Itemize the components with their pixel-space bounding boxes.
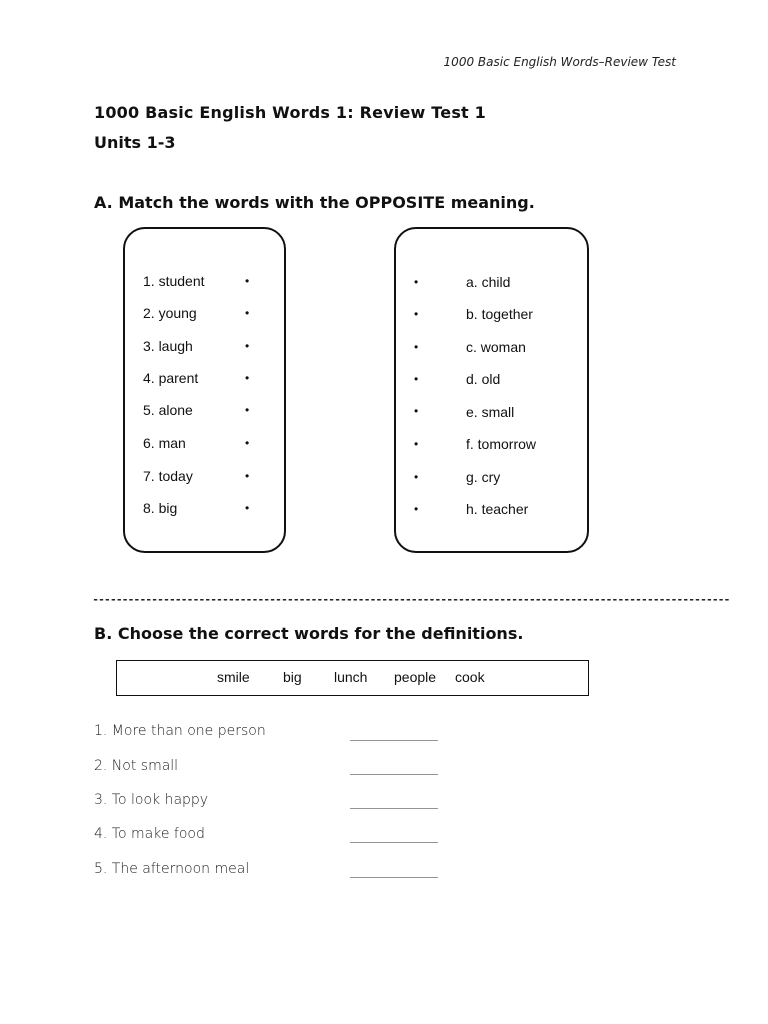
- right-word-d: d. old: [466, 371, 501, 387]
- word-bank-item: lunch: [334, 669, 368, 685]
- right-word-f: f. tomorrow: [466, 436, 537, 452]
- definition-5: 5. The afternoon meal: [94, 861, 250, 877]
- page-title: 1000 Basic English Words 1: Review Test 1: [94, 103, 486, 122]
- right-word-a: a. child: [466, 274, 511, 290]
- answer-blank-4[interactable]: _____________: [350, 829, 438, 843]
- definition-2: 2. Not small: [94, 758, 179, 774]
- left-word-4: 4. parent: [143, 370, 199, 386]
- right-bullet-e[interactable]: •: [414, 404, 419, 418]
- right-bullet-a[interactable]: •: [414, 275, 419, 289]
- left-bullet-7[interactable]: •: [245, 469, 250, 483]
- right-bullet-c[interactable]: •: [414, 340, 419, 354]
- right-word-h: h. teacher: [466, 501, 529, 517]
- left-word-8: 8. big: [143, 500, 178, 516]
- left-bullet-3[interactable]: •: [245, 339, 250, 353]
- definition-3: 3. To look happy: [94, 792, 209, 808]
- left-word-5: 5. alone: [143, 402, 193, 418]
- word-bank: [116, 660, 589, 696]
- left-bullet-6[interactable]: •: [245, 436, 250, 450]
- right-bullet-b[interactable]: •: [414, 307, 419, 321]
- left-bullet-2[interactable]: •: [245, 306, 250, 320]
- answer-blank-3[interactable]: _____________: [350, 795, 438, 809]
- section-b-heading: B. Choose the correct words for the definitions.: [94, 624, 524, 643]
- word-bank-item: people: [394, 669, 437, 685]
- right-bullet-h[interactable]: •: [414, 502, 419, 516]
- left-word-3: 3. laugh: [143, 338, 193, 354]
- page-subtitle: Units 1-3: [94, 133, 176, 152]
- answer-blank-5[interactable]: _____________: [350, 864, 438, 878]
- right-word-b: b. together: [466, 306, 533, 322]
- answer-blank-1[interactable]: _____________: [350, 727, 438, 741]
- right-word-c: c. woman: [466, 339, 526, 355]
- left-bullet-8[interactable]: •: [245, 501, 250, 515]
- answer-blank-2[interactable]: _____________: [350, 761, 438, 775]
- left-bullet-1[interactable]: •: [245, 274, 250, 288]
- left-bullet-4[interactable]: •: [245, 371, 250, 385]
- section-a-heading: A. Match the words with the OPPOSITE meaning.: [94, 193, 535, 212]
- definition-1: 1. More than one person: [94, 723, 266, 739]
- right-word-e: e. small: [466, 404, 515, 420]
- left-word-2: 2. young: [143, 305, 197, 321]
- word-bank-item: big: [283, 669, 302, 685]
- section-divider: ------------------------------------------------------------------------------------------------------------: [92, 593, 730, 607]
- right-bullet-f[interactable]: •: [414, 437, 419, 451]
- right-bullet-d[interactable]: •: [414, 372, 419, 386]
- definition-4: 4. To make food: [94, 826, 205, 842]
- word-bank-item: smile: [217, 669, 250, 685]
- left-word-7: 7. today: [143, 468, 193, 484]
- word-bank-item: cook: [455, 669, 485, 685]
- left-bullet-5[interactable]: •: [245, 403, 250, 417]
- running-header: 1000 Basic English Words–Review Test: [443, 55, 676, 69]
- right-bullet-g[interactable]: •: [414, 470, 419, 484]
- left-word-1: 1. student: [143, 273, 205, 289]
- right-word-g: g. cry: [466, 469, 501, 485]
- left-word-6: 6. man: [143, 435, 186, 451]
